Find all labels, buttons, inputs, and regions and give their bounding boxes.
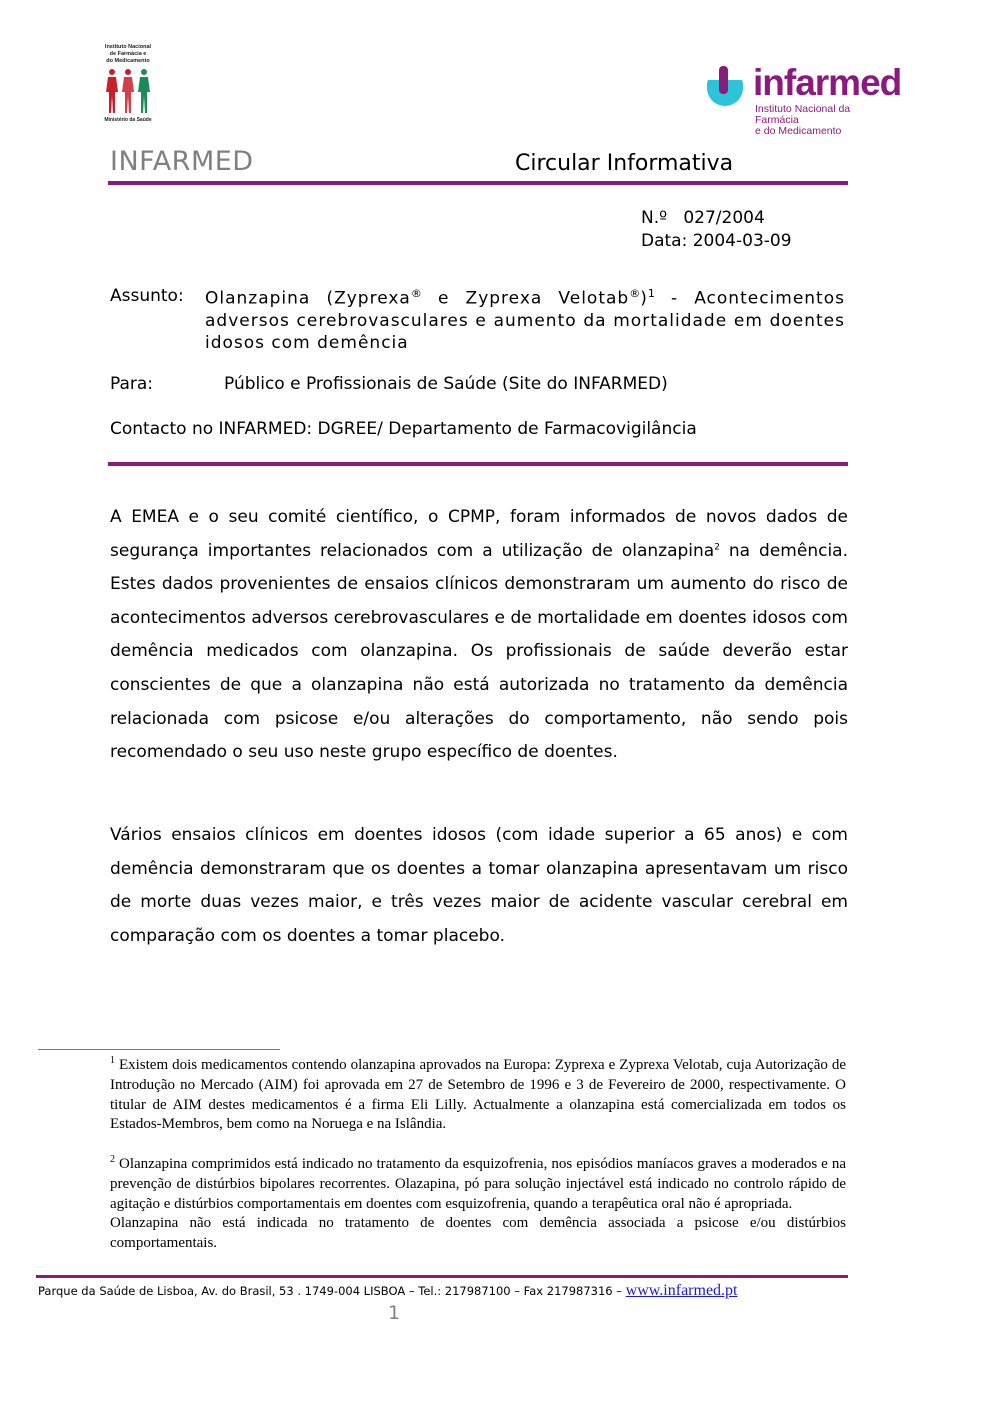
body-paragraph-2: Vários ensaios clínicos em doentes idosos (com idade superior a 65 anos) e com demência demonstraram que os doentes a tomar olanzapina apresentavam um risco de morte duas vezes maior, e três vezes maior de acidente vascular cerebral em comparação com os doentes a tomar placebo.: [110, 825, 848, 946]
red-figure-icon: [121, 68, 135, 114]
footnote-2: [110, 1155, 846, 1254]
red-figure-icon: [105, 68, 119, 114]
footnote-marker: 1: [110, 1055, 115, 1066]
infarmed-brand-text: infarmed: [753, 62, 902, 103]
footnote-ref-2[interactable]: 2: [714, 541, 720, 552]
header-org: INFARMED: [110, 146, 254, 177]
ministry-logo-top-line-2: de Farmácia e: [109, 51, 147, 57]
ministry-logo: [96, 44, 160, 134]
body-paragraph-1: [110, 501, 848, 770]
contact-line: Contacto no INFARMED: DGREE/ Departamento de Farmacovigilância: [110, 419, 697, 439]
subject-text: [205, 283, 845, 354]
subject-part: ): [640, 288, 648, 309]
subject-label: Assunto:: [110, 286, 184, 306]
green-figure-icon: [137, 68, 151, 114]
infarmed-subtitle-line-1: Instituto Nacional da Farmácia: [755, 103, 851, 126]
subject-part: Olanzapina (Zyprexa: [205, 288, 411, 309]
number-value: 027/2004: [683, 208, 765, 228]
ministry-logo-top-line-1: Instituto Nacional: [104, 44, 152, 50]
infarmed-logo: [703, 62, 902, 137]
subject-part: - Acontecimentos adversos cerebrovasculares e aumento da mortalidade em doentes idosos com demência: [205, 288, 845, 353]
subject-part: e Zyprexa Velotab: [421, 288, 630, 309]
body-text: A EMEA e o seu comité científico, o CPMP, foram informados de novos dados de segurança importantes relacionados com a utilização de olanzapina: [110, 507, 848, 561]
footer-address: [38, 1282, 738, 1300]
footnote-marker: 2: [110, 1154, 115, 1165]
circular-date: [641, 231, 792, 251]
date-label: Data:: [641, 231, 688, 251]
footnote-text: Existem dois medicamentos contendo olanzapina aprovados na Europa: Zyprexa e Zyprexa Velotab, cuja Autorização de Introdução no Mercado (AIM) foi aprovada em 27 de Setembro de 1996 e 3 de Fevereiro de 2000, respectivamente. O titular de AIM destes medicamentos é a firma Eli Lilly. Actualmente a olanzapina está comercializada em todos os Estados-Membros, bem como na Noruega e na Islândia.: [110, 1057, 846, 1133]
circular-number: [641, 208, 765, 228]
header-doc-type: Circular Informativa: [515, 151, 734, 176]
website-link[interactable]: www.infarmed.pt: [625, 1282, 738, 1299]
infarmed-subtitle: [755, 104, 883, 137]
ministry-logo-top-line-3: do Medicamento: [106, 58, 150, 64]
footnote-text: Olanzapina não está indicada no tratamento de doentes com demência associada a psicose e/ou distúrbios comportamentais.: [110, 1215, 846, 1252]
infarmed-subtitle-line-2: e do Medicamento: [755, 125, 842, 137]
footnote-1: [110, 1056, 846, 1135]
infarmed-logo-icon: [703, 66, 747, 110]
header-divider: [108, 181, 848, 185]
date-value: 2004-03-09: [692, 231, 792, 251]
recipients-label: Para:: [110, 374, 154, 394]
footnote-separator: [38, 1049, 280, 1050]
address-text: Parque da Saúde de Lisboa, Av. do Brasil, 53 . 1749-004 LISBOA – Tel.: 217987100 – Fax 217987316 –: [38, 1284, 626, 1298]
number-label: N.º: [641, 208, 668, 228]
section-divider: [108, 462, 848, 466]
ministry-logo-bottom-text: Ministério da Saúde: [104, 117, 152, 123]
body-text: na demência. Estes dados provenientes de ensaios clínicos demonstraram um aumento do risco de acontecimentos adversos cerebrovasculares e de mortalidade em doentes idosos com demência medicados com olanzapina. Os profissionais de saúde deverão estar conscientes de que a olanzapina não está autorizada no tratamento da demência relacionada com psicose e/ou alterações do comportamento, não sendo pois recomendado o seu uso neste grupo específico de doentes.: [110, 540, 848, 763]
footnote-ref-1[interactable]: 1: [647, 287, 655, 300]
registered-mark: ®: [410, 287, 422, 300]
footnote-text: Olanzapina comprimidos está indicado no tratamento da esquizofrenia, nos episódios maníacos graves a moderados e na prevenção de distúrbios bipolares recorrentes. Olazapina, pó para solução injectável está indicado no controlo rápido de agitação e distúrbios comportamentais em doentes com esquizofrenia, quando a terapêutica oral não é apropriada.: [110, 1156, 846, 1212]
footer-divider: [36, 1275, 848, 1278]
recipients-text: Público e Profissionais de Saúde (Site do INFARMED): [224, 374, 668, 394]
human-figures-icon: [96, 68, 160, 114]
registered-mark: ®: [629, 287, 641, 300]
page-number: 1: [388, 1302, 401, 1324]
